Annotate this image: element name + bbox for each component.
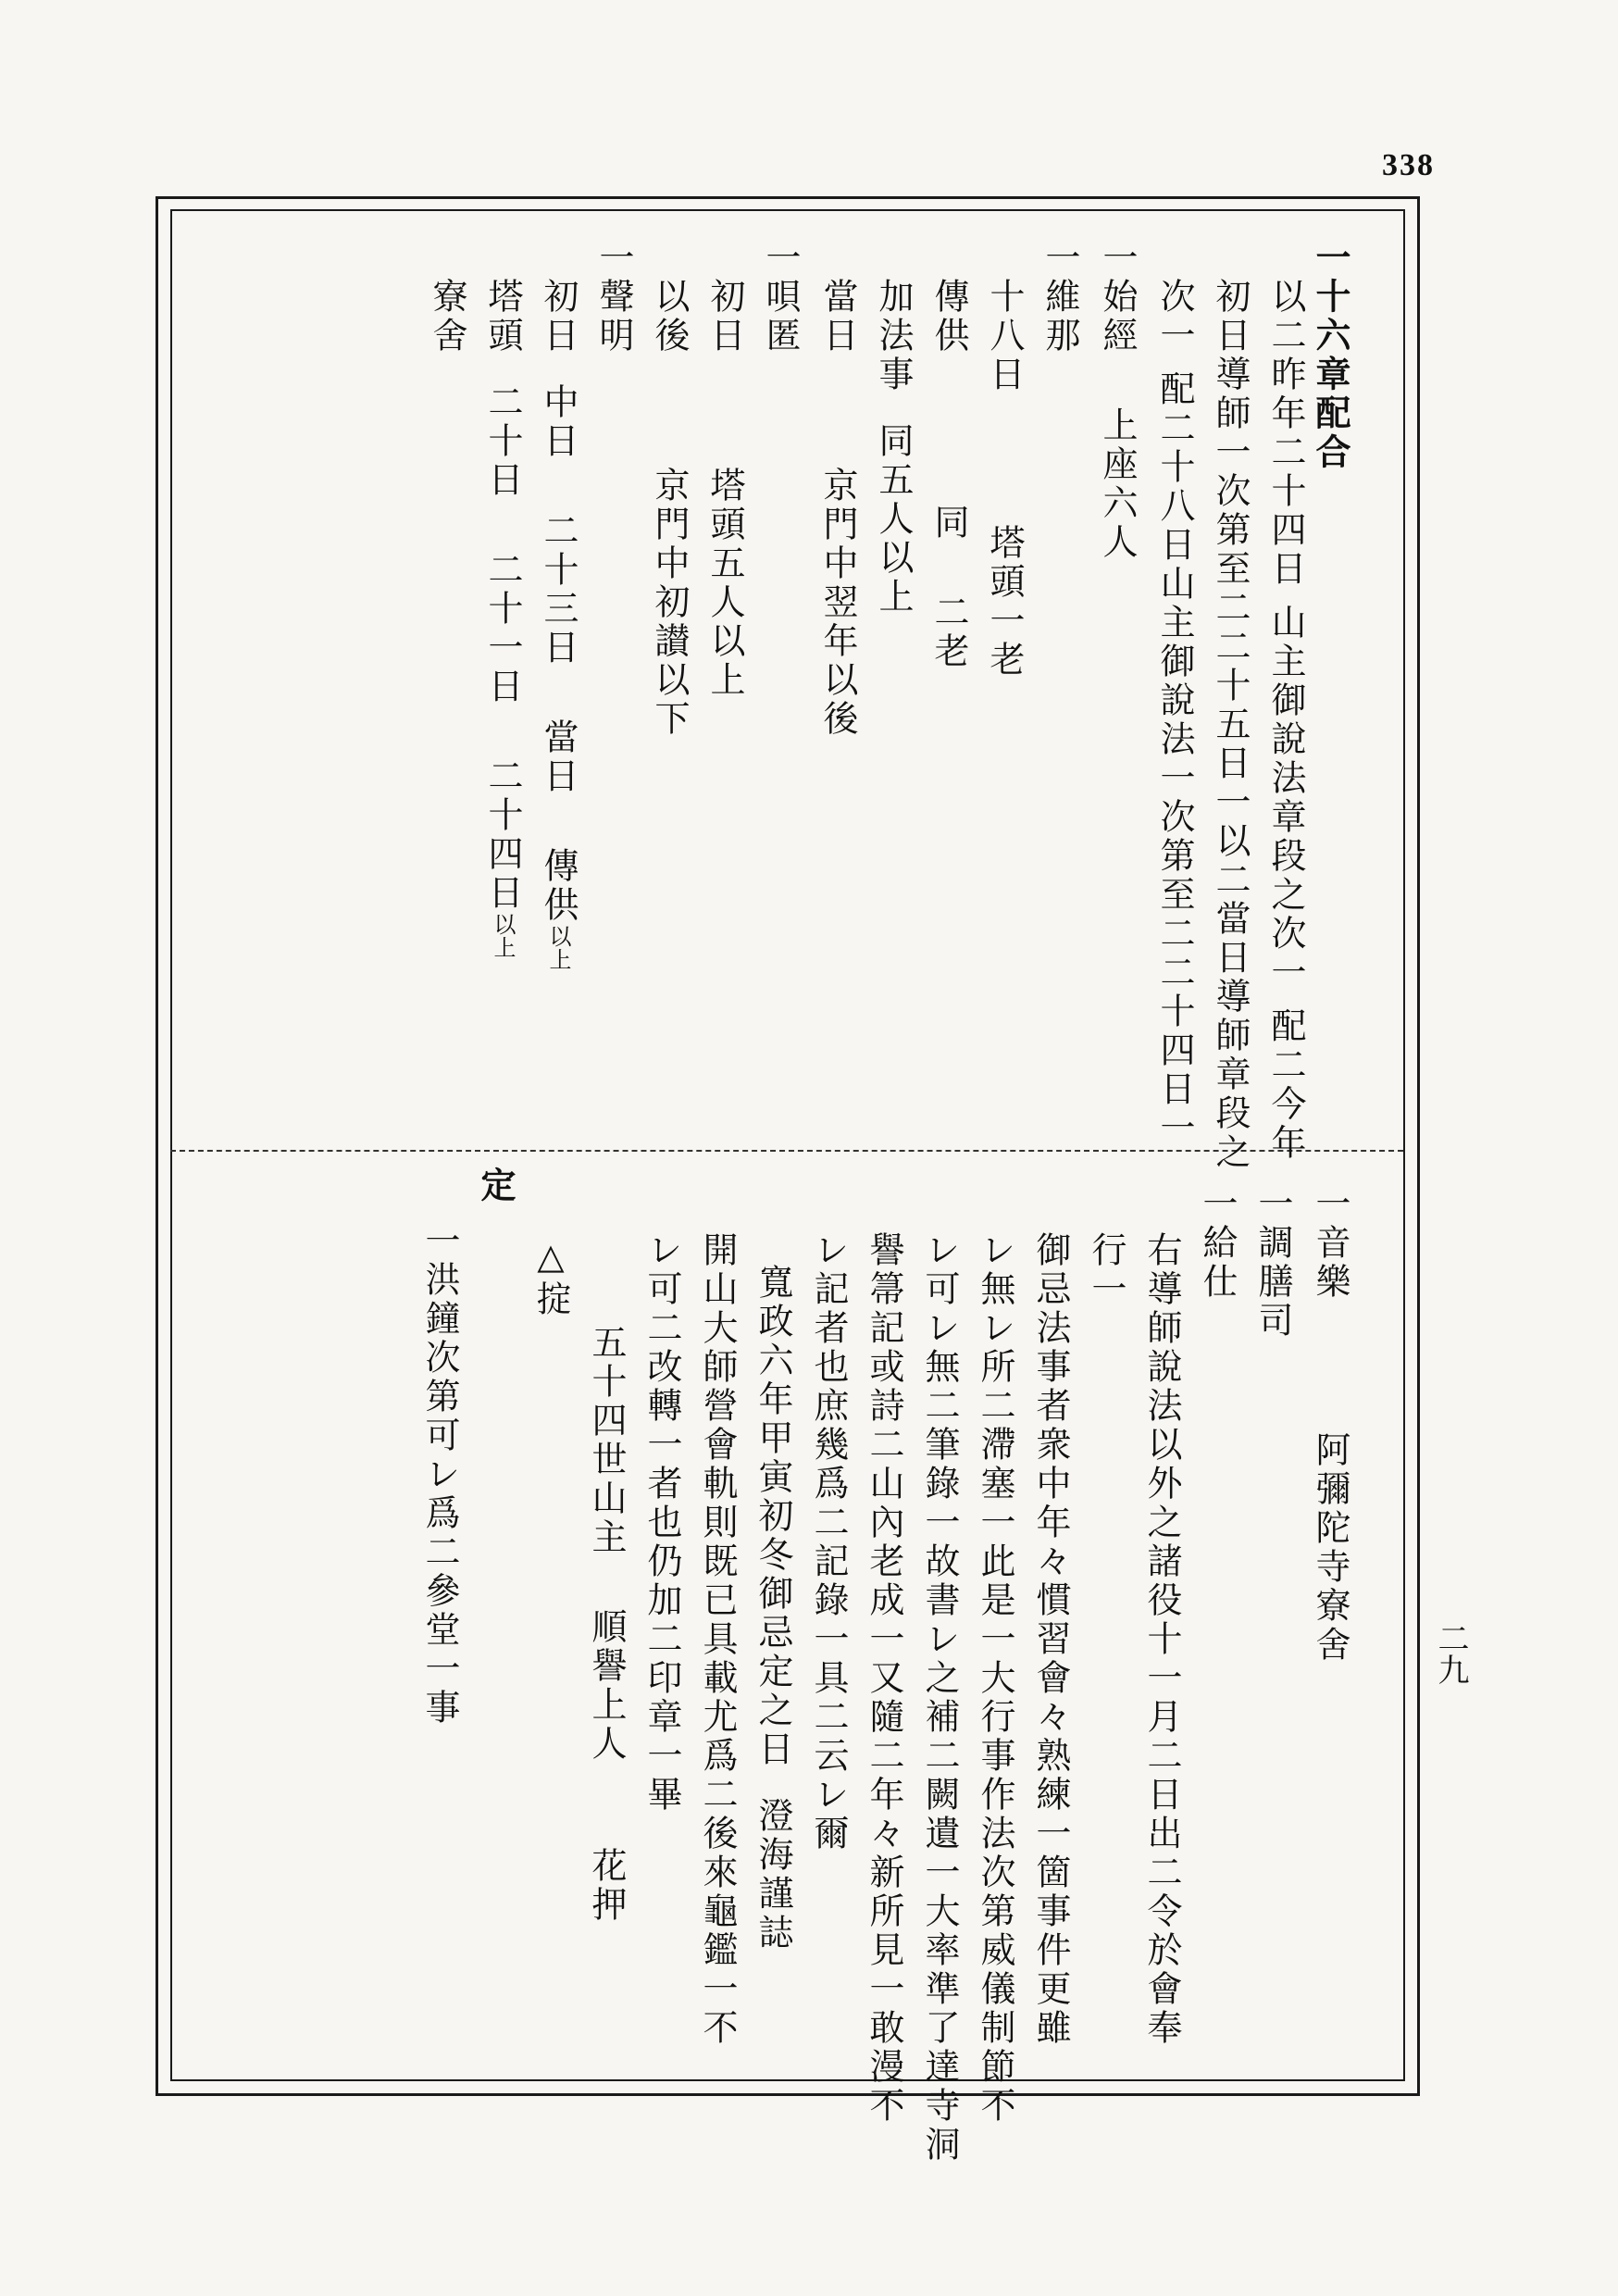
upper-text: 同五人以上 (873, 422, 914, 617)
upper-column-2 (1265, 278, 1306, 1164)
upper-text: 二十四日 (482, 757, 523, 913)
upper-column-6 (1039, 239, 1080, 356)
lower-column-16 (475, 1167, 517, 1205)
upper-column-4 (1154, 278, 1195, 1149)
upper-column-17 (429, 278, 465, 356)
lower-column-5 (1086, 1231, 1126, 1309)
upper-text: 中日 (538, 383, 579, 461)
lower-text: 一給仕 (1197, 1185, 1238, 1302)
upper-column-14 (593, 239, 634, 356)
upper-text: 初日 (538, 278, 579, 356)
lower-text: レ記者也庶幾爲二記錄一具二云レ爾 (808, 1231, 849, 1853)
upper-text: 一始經 (1097, 239, 1138, 356)
page-number: 338 (1382, 148, 1435, 182)
upper-text: 京門中翌年以後 (817, 467, 858, 739)
lower-text: 御忌法事者衆中年々慣習會々熟練一箇事件更雖 (1030, 1231, 1071, 2048)
lower-column-3 (1197, 1185, 1238, 1302)
lower-column-4 (1141, 1231, 1182, 2048)
upper-text: 一十六章配合 (1310, 239, 1351, 472)
upper-text: 塔頭五人以上 (704, 467, 745, 700)
lower-text: 一調膳司 (1252, 1185, 1293, 1341)
upper-text: 二十一日 (482, 551, 523, 706)
lower-column-6 (1030, 1231, 1071, 2048)
upper-text: 當日 (817, 278, 858, 356)
lower-text: 行一 (1086, 1231, 1126, 1309)
upper-column-12 (704, 278, 745, 700)
lower-text: 一音樂 (1310, 1185, 1350, 1302)
upper-column-16 (482, 278, 523, 959)
upper-text: 傳供 (538, 847, 579, 925)
upper-column-15 (538, 278, 579, 971)
upper-column-9 (873, 278, 914, 617)
upper-text: 寮舍 (427, 278, 467, 356)
upper-text: 以二昨年二十四日 山主御說法章段之次一 配二今年 (1265, 278, 1306, 1164)
upper-text: 上座六人 (1097, 406, 1138, 562)
upper-column-13 (649, 278, 690, 739)
upper-column-7 (984, 278, 1025, 680)
lower-text: レ可二改轉一者也仍加二印章一畢 (641, 1231, 682, 1815)
upper-text: 二十日 (482, 383, 523, 500)
lower-text: 澄海謹誌 (753, 1797, 793, 1953)
lower-column-15 (530, 1236, 571, 1319)
lower-column-9 (866, 1231, 902, 2126)
upper-text: 京門中初讃以下 (649, 467, 690, 739)
lower-column-14 (586, 1324, 627, 1925)
lower-text: 開山大師營會軌則既已具載尤爲二後來龜鑑一不 (697, 1231, 738, 2048)
lower-column-11 (753, 1264, 793, 1953)
lower-column-1 (1310, 1185, 1350, 1665)
upper-column-3 (1210, 278, 1251, 1172)
folio-number: 二九 (1432, 1622, 1469, 1685)
lower-text: レ可レ無二筆錄一故書レ之補二闕遺一大率準了達寺洞 (919, 1231, 960, 2165)
lower-text: 一洪鐘次第可レ爲二參堂一事 (419, 1222, 460, 1728)
lower-text: 寬政六年甲寅初冬御忌定之日 (753, 1264, 793, 1769)
lower-column-17 (419, 1222, 460, 1728)
upper-text: 以後 (649, 278, 690, 356)
upper-column-11 (760, 239, 801, 356)
upper-column-8 (928, 278, 969, 671)
upper-column-1 (1310, 239, 1351, 472)
lower-text: 順譽上人 (586, 1608, 627, 1764)
lower-text: レ無レ所二滯塞一此是一大行事作法次第威儀制節不 (975, 1231, 1015, 2126)
upper-column-10 (817, 278, 858, 739)
lower-column-2 (1252, 1185, 1293, 1341)
upper-text: 當日 (538, 718, 579, 796)
upper-text: 一維那 (1039, 239, 1080, 356)
lower-text: 譽箒記或詩二山內老成一又隨二年々新所見一敢漫不 (864, 1231, 904, 2126)
upper-text: 同 (928, 504, 969, 543)
upper-text: 初日導師一次第至二二十五日一以二當日導師章段之 (1210, 278, 1251, 1172)
lower-text: 五十四世山主 (586, 1324, 627, 1557)
lower-text: △掟 (530, 1236, 571, 1319)
lower-column-10 (808, 1231, 849, 1853)
lower-text: 右導師說法以外之諸役十一月二日出二令於會奉 (1141, 1231, 1182, 2048)
lower-column-12 (697, 1231, 738, 2048)
upper-text: 塔頭一老 (984, 524, 1025, 680)
upper-text: 二十三日 (538, 512, 579, 668)
upper-text: 次一 配二十八日山主御說法一次第至二二十四日一 (1154, 278, 1195, 1149)
upper-text: 初日 (704, 278, 745, 356)
upper-text: 塔頭 (482, 278, 523, 356)
upper-note: 以上 (490, 913, 516, 959)
lower-column-8 (919, 1231, 960, 2165)
upper-column-5 (1097, 239, 1138, 562)
upper-text: 加法事 (873, 278, 914, 394)
upper-text: 一聲明 (593, 239, 634, 356)
upper-text: 傳供 (928, 278, 969, 356)
lower-text: 阿彌陀寺寮舍 (1310, 1431, 1350, 1665)
lower-column-7 (977, 1231, 1013, 2126)
lower-text: 定 (475, 1167, 517, 1205)
upper-note: 以上 (545, 925, 571, 971)
lower-column-13 (641, 1231, 682, 1815)
lower-text: 花押 (586, 1847, 627, 1925)
upper-text: 十八日 (984, 278, 1025, 394)
upper-text: 一唄匿 (760, 239, 801, 356)
upper-text: 二老 (928, 593, 969, 671)
